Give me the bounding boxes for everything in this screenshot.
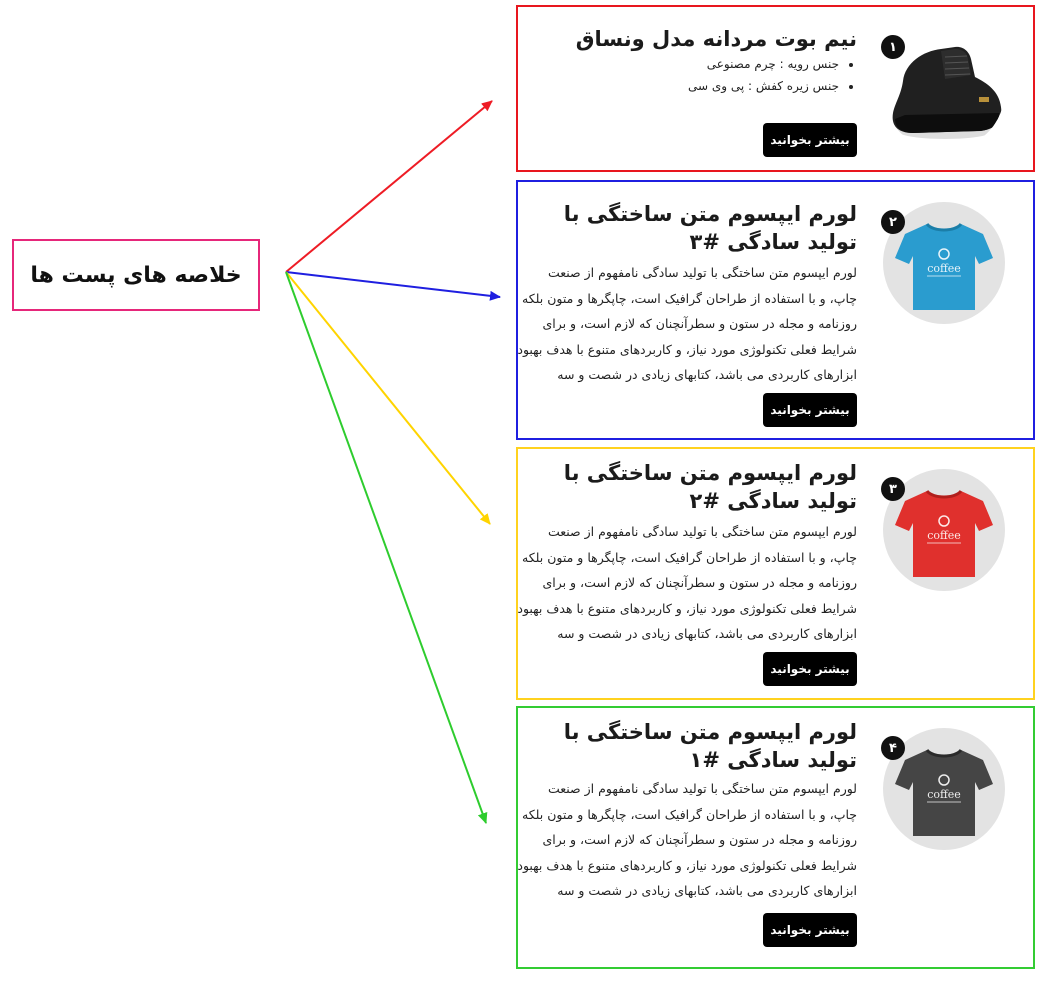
post-number-badge: ۱ — [881, 35, 905, 59]
arrow-to-card-1 — [286, 101, 492, 272]
read-more-button[interactable]: بیشتر بخوانید — [763, 652, 857, 686]
post-number-badge: ۴ — [881, 736, 905, 760]
read-more-button[interactable]: بیشتر بخوانید — [763, 123, 857, 157]
shirt-print-text: coffee — [927, 262, 961, 275]
post-number-badge: ۲ — [881, 210, 905, 234]
shirt-print-text: coffee — [927, 529, 961, 542]
post-title[interactable]: لورم ایپسوم متن ساختگی با تولید سادگی #۳ — [563, 202, 857, 254]
post-card-1 — [516, 5, 1035, 172]
post-excerpt: لورم ایپسوم متن ساختگی با تولید سادگی نامفهوم از صنعت چاپ، و با استفاده از طراحان گرافیک است، چاپگرها و متون بلکه روزنامه و مجله در ستون و سطرآنچنان که لازم است، و برای شرایط فعلی تکنولوژی مورد نیاز، و کاربردهای متنوع با هدف بهبود ابزارهای کاربردی می باشد، کتابهای زیادی در شصت و سه — [517, 781, 857, 898]
arrow-to-card-4 — [286, 272, 486, 823]
post-spec-list — [688, 53, 857, 97]
spec-item: • جنس رویه : چرم مصنوعی — [688, 53, 839, 75]
spec-item: • جنس زیره کفش : پی وی سی — [688, 75, 839, 97]
post-card-4 — [516, 706, 1035, 969]
post-excerpt: لورم ایپسوم متن ساختگی با تولید سادگی نامفهوم از صنعت چاپ، و با استفاده از طراحان گرافیک است، چاپگرها و متون بلکه روزنامه و مجله در ستون و سطرآنچنان که لازم است، و برای شرایط فعلی تکنولوژی مورد نیاز، و کاربردهای متنوع با هدف بهبود ابزارهای کاربردی می باشد، کتابهای زیادی در شصت و سه — [517, 265, 857, 382]
post-title[interactable]: لورم ایپسوم متن ساختگی با تولید سادگی #۱ — [563, 720, 857, 772]
arrow-to-card-2 — [286, 272, 500, 297]
post-excerpt: لورم ایپسوم متن ساختگی با تولید سادگی نامفهوم از صنعت چاپ، و با استفاده از طراحان گرافیک است، چاپگرها و متون بلکه روزنامه و مجله در ستون و سطرآنچنان که لازم است، و برای شرایط فعلی تکنولوژی مورد نیاز، و کاربردهای متنوع با هدف بهبود ابزارهای کاربردی می باشد، کتابهای زیادی در شصت و سه — [517, 524, 857, 641]
shirt-print-text: coffee — [927, 788, 961, 801]
post-title[interactable]: لورم ایپسوم متن ساختگی با تولید سادگی #۲ — [563, 461, 857, 513]
post-number-badge: ۳ — [881, 477, 905, 501]
post-summaries-label-text: خلاصه های پست ها — [30, 262, 242, 288]
post-card-3 — [516, 447, 1035, 700]
post-title[interactable]: نیم بوت مردانه مدل ونساق — [575, 27, 857, 51]
arrow-to-card-3 — [286, 272, 490, 524]
read-more-button[interactable]: بیشتر بخوانید — [763, 913, 857, 947]
read-more-button[interactable]: بیشتر بخوانید — [763, 393, 857, 427]
post-card-2 — [516, 180, 1035, 440]
